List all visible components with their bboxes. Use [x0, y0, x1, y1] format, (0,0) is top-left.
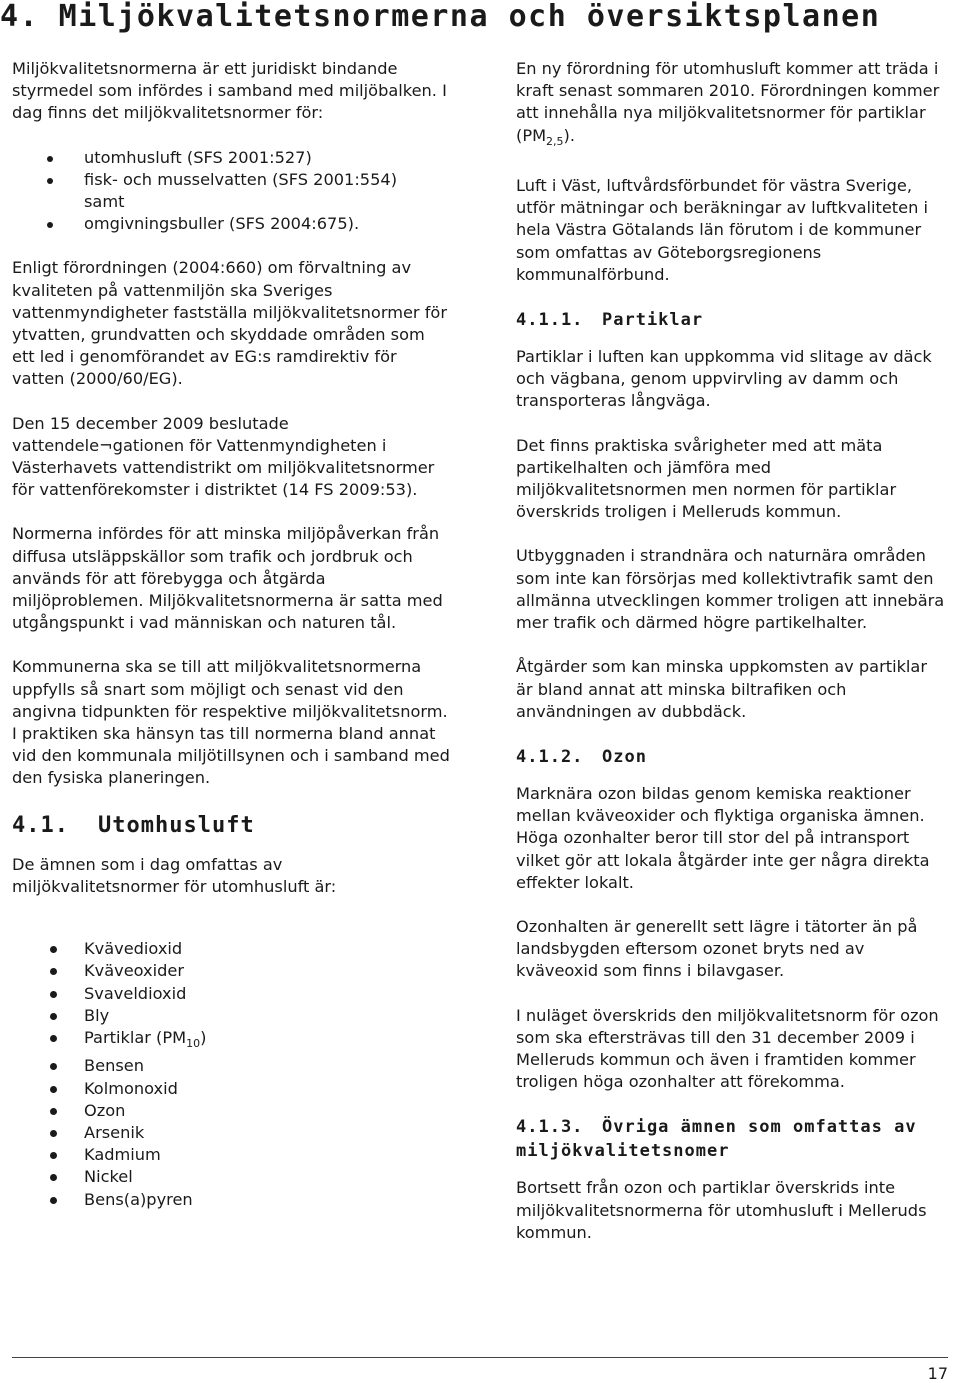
substance-item: Kolmonoxid: [12, 1078, 452, 1100]
right-column: [516, 58, 946, 1266]
partiklar-paragraph: Åtgärder som kan minska uppkomsten av partiklar är bland annat att minska biltrafiken och användningen av dubbdäck.: [516, 657, 928, 721]
left-column: [12, 58, 452, 1233]
substance-label: Partiklar (PM: [84, 1027, 187, 1047]
pm25-paragraph: [516, 58, 946, 153]
substance-item: Nickel: [12, 1166, 452, 1188]
subsection-title: Ozon: [602, 746, 647, 767]
scope-item-continuation: samt: [84, 192, 125, 212]
page-number: 17: [927, 1364, 948, 1383]
substance-item: Bly: [12, 1005, 452, 1027]
pm25-close: ).: [563, 125, 576, 145]
substance-item: [12, 1027, 452, 1055]
section-heading: [12, 812, 452, 840]
substance-item: Kadmium: [12, 1144, 452, 1166]
ozon-paragraph: Marknära ozon bildas genom kemiska reaktioner mellan kväveoxider och flyktiga organiska ämnen. Höga ozonhalter beror till stor del på intransport vilket gör att lokala åtgärder inte ger några direkta effekter lokalt.: [516, 783, 930, 892]
footer-divider: [12, 1357, 948, 1358]
section-number: 4.1.: [12, 812, 69, 838]
pm25-text: En ny förordning för utomhusluft kommer att träda i kraft senast sommaren 2010. Förordningen kommer att innehålla nya miljökvalitetsnormer för partiklar (PM: [516, 59, 940, 145]
ovriga-paragraph: Bortsett från ozon och partiklar överskrids inte miljökvalitetsnormerna för utomhusluft i Melleruds kommun.: [516, 1178, 927, 1242]
substance-item: Bensen: [12, 1055, 452, 1077]
luft-i-vast-paragraph: Luft i Väst, luftvårdsförbundet för västra Sverige, utför mätningar och beräkningar av luftkvaliteten i hela Västra Götalands län förutom i de kommuner som omfattas av Göteborgsregionens kommunalförbund.: [516, 176, 929, 284]
partiklar-paragraph: Det finns praktiska svårigheter med att mäta partikelhalten och jämföra med miljökvalitetsnormen men normen för partiklar överskrids troligen i Melleruds kommun.: [516, 435, 897, 522]
subsection-heading-ovriga: [516, 1115, 946, 1163]
municipality-paragraph: Kommunerna ska se till att miljökvalitetsnormerna uppfylls så snart som möjligt och senast vid den angivna tidpunkten för respektive miljökvalitetsnorm. I praktiken ska hänsyn tas till normerna bland annat vid den kommunala miljötillsynen och i samband med den fysiska planeringen.: [12, 657, 450, 788]
pm10-close: ): [200, 1027, 207, 1047]
subsection-number: 4.1.1.: [516, 310, 584, 331]
ozon-paragraph: Ozonhalten är generellt sett lägre i tätorter än på landsbygden eftersom ozonet bryts ned av kväveoxid som finns i bilavgaser.: [516, 916, 918, 981]
subsection-number: 4.1.3.: [516, 1117, 584, 1138]
partiklar-paragraph: Utbyggnaden i strandnära och naturnära områden som inte kan försörjas med kollektivtrafik samt den allmänna utvecklingen kommer troligen att innebära mer trafik och därmed högre partikelhalter.: [516, 546, 945, 633]
substance-item: Ozon: [12, 1100, 452, 1122]
pm25-subscript: 2,5: [546, 134, 564, 148]
pm10-subscript: 10: [186, 1037, 201, 1051]
substance-item: Arsenik: [12, 1122, 452, 1144]
subsection-number: 4.1.2.: [516, 746, 584, 767]
substance-item: Kväveoxider: [12, 960, 452, 982]
december-2009-paragraph: Den 15 december 2009 beslutade vattendele¬gationen för Vattenmyndigheten i Västerhavets vattendistrikt om miljökvalitetsnormer för vattenförekomster i distriktet (14 FS 2009:53).: [12, 413, 435, 500]
scope-item: utomhusluft (SFS 2001:527): [12, 147, 452, 169]
substance-item: Bens(a)pyren: [12, 1189, 452, 1211]
ozon-paragraph: I nuläget överskrids den miljökvalitetsnorm för ozon som ska eftersträvas till den 31 december 2009 i Melleruds kommun och även i framtiden kommer troligen höga ozonhalter att förekomma.: [516, 1005, 939, 1092]
scope-item: fisk- och musselvatten (SFS 2001:554): [12, 169, 452, 191]
page-heading: 4. Miljökvalitetsnormerna och översiktsplanen: [0, 0, 881, 34]
subsection-title: Övriga ämnen som omfattas av miljökvalitetsnomer: [516, 1117, 917, 1162]
purpose-paragraph: Normerna infördes för att minska miljöpåverkan från diffusa utsläppskällor som trafik och jordbruk och används för att förebygga och åtgärda miljöproblemen. Miljökvalitetsnormerna är satta med utgångspunkt i vad människan och naturen tål.: [12, 524, 443, 633]
subsection-heading-ozon: [516, 745, 946, 769]
section-intro: De ämnen som i dag omfattas av miljökvalitetsnormer för utomhusluft är:: [12, 854, 337, 896]
vatten-paragraph: Enligt förordningen (2004:660) om förvaltning av kvaliteten på vattenmiljön ska Sveriges vattenmyndigheter fastställa miljökvalitetsnormer för ytvatten, grundvatten och skyddade områden som ett led i genomförandet av EG:s ramdirektiv för vatten (2000/60/EG).: [12, 258, 447, 389]
substance-item: Kvävedioxid: [12, 938, 452, 960]
subsection-title: Partiklar: [602, 310, 704, 331]
scope-item: omgivningsbuller (SFS 2004:675).: [12, 213, 452, 235]
partiklar-paragraph: Partiklar i luften kan uppkomma vid slitage av däck och vägbana, genom uppvirvling av damm och transporteras långväga.: [516, 347, 932, 411]
substance-item: Svaveldioxid: [12, 983, 452, 1005]
section-title: Utomhusluft: [98, 812, 255, 838]
subsection-heading-partiklar: [516, 308, 946, 332]
scope-list: [12, 147, 452, 236]
intro-paragraph: Miljökvalitetsnormerna är ett juridiskt bindande styrmedel som infördes i samband med miljöbalken. I dag finns det miljökvalitetsnormer för:: [12, 59, 447, 123]
substance-list: [12, 938, 452, 1211]
